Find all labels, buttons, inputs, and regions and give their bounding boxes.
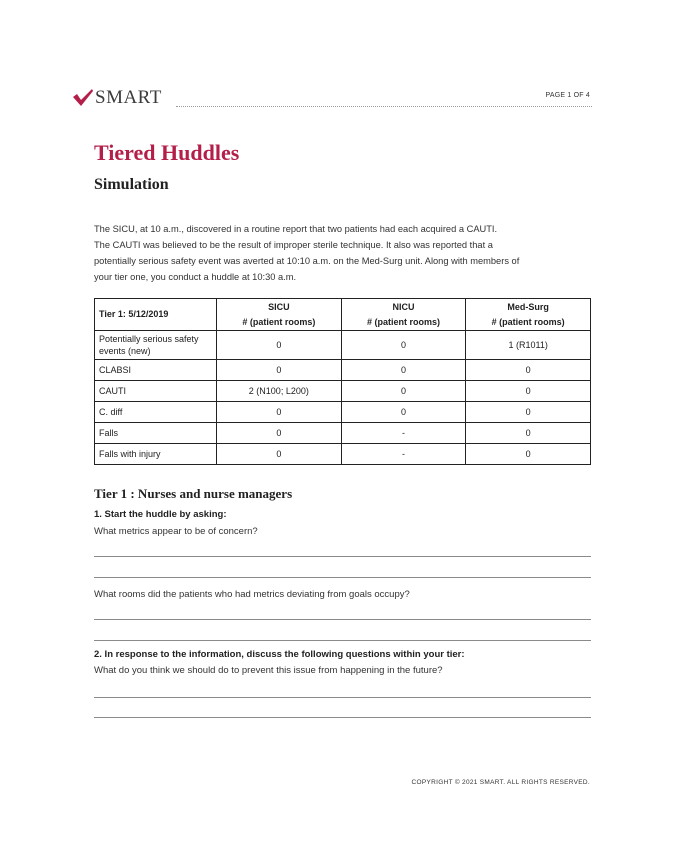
table-row	[95, 423, 591, 444]
column-subheader: # (patient rooms)	[491, 316, 565, 327]
answer-line[interactable]	[94, 640, 591, 641]
answer-line[interactable]	[94, 556, 591, 557]
intro-paragraph	[94, 221, 592, 285]
page-header	[72, 88, 592, 114]
question-rooms: What rooms did the patients who had metrics deviating from goals occupy?	[94, 589, 410, 600]
intro-line: The SICU, at 10 a.m., discovered in a routine report that two patients had each acquired a CAUTI.	[94, 224, 498, 234]
intro-line: your tier one, you conduct a huddle at 10:30 a.m.	[94, 272, 297, 282]
intro-line: potentially serious safety event was averted at 10:10 a.m. on the Med-Surg unit. Along with members of	[94, 256, 520, 266]
table-cell: 0	[341, 402, 466, 423]
column-subheader: # (patient rooms)	[242, 316, 316, 327]
column-subheader: # (patient rooms)	[366, 316, 440, 327]
table-cell: 0	[217, 423, 342, 444]
table-cell: 0	[341, 331, 466, 360]
smart-logo	[72, 88, 162, 108]
table-cell: 2 (N100; L200)	[217, 381, 342, 402]
table-cell: -	[341, 423, 466, 444]
answer-line[interactable]	[94, 697, 591, 698]
table-cell: 0	[217, 402, 342, 423]
header-divider	[176, 106, 592, 107]
table-cell: 0	[466, 402, 591, 423]
column-header	[341, 299, 466, 331]
copyright-footer: COPYRIGHT © 2021 SMART. ALL RIGHTS RESERVED.	[411, 779, 590, 786]
logo-text: SMART	[95, 87, 162, 108]
step-2-heading: 2. In response to the information, discuss the following questions within your tier:	[94, 649, 465, 660]
column-header	[466, 299, 591, 331]
column-header	[217, 299, 342, 331]
column-name: SICU	[268, 301, 290, 312]
step-1-heading: 1. Start the huddle by asking:	[94, 509, 227, 520]
table-cell: 0	[466, 381, 591, 402]
table-cell: 0	[217, 360, 342, 381]
table-corner-label: Tier 1: 5/12/2019	[95, 299, 217, 331]
column-name: Med-Surg	[507, 301, 549, 312]
row-label: CLABSI	[95, 360, 217, 381]
metrics-table	[94, 298, 591, 465]
table-cell: 0	[217, 331, 342, 360]
row-label: C. diff	[95, 402, 217, 423]
table-cell: -	[341, 444, 466, 465]
table-cell: 0	[466, 360, 591, 381]
table-row	[95, 331, 591, 360]
intro-line: The CAUTI was believed to be the result of improper sterile technique. It also was reported that a	[94, 240, 493, 250]
table-cell: 0	[341, 381, 466, 402]
table-header-row	[95, 299, 591, 331]
page-number: PAGE 1 OF 4	[545, 92, 590, 99]
row-label: Falls	[95, 423, 217, 444]
table-cell: 0	[466, 444, 591, 465]
question-prevention: What do you think we should do to prevent this issue from happening in the future?	[94, 665, 443, 676]
table-row	[95, 360, 591, 381]
check-icon	[72, 88, 94, 108]
answer-line[interactable]	[94, 619, 591, 620]
question-metrics: What metrics appear to be of concern?	[94, 526, 258, 537]
page-subtitle: Simulation	[94, 176, 169, 193]
row-label: Falls with injury	[95, 444, 217, 465]
row-label: Potentially serious safety events (new)	[95, 331, 217, 360]
section-title: Tier 1 : Nurses and nurse managers	[94, 486, 293, 501]
table-row	[95, 381, 591, 402]
row-label: CAUTI	[95, 381, 217, 402]
column-name: NICU	[392, 301, 415, 312]
page-title: Tiered Huddles	[94, 140, 240, 165]
table-row	[95, 444, 591, 465]
answer-line[interactable]	[94, 717, 591, 718]
table-cell: 1 (R1011)	[466, 331, 591, 360]
table-cell: 0	[217, 444, 342, 465]
answer-line[interactable]	[94, 577, 591, 578]
table-cell: 0	[466, 423, 591, 444]
table-row	[95, 402, 591, 423]
table-cell: 0	[341, 360, 466, 381]
